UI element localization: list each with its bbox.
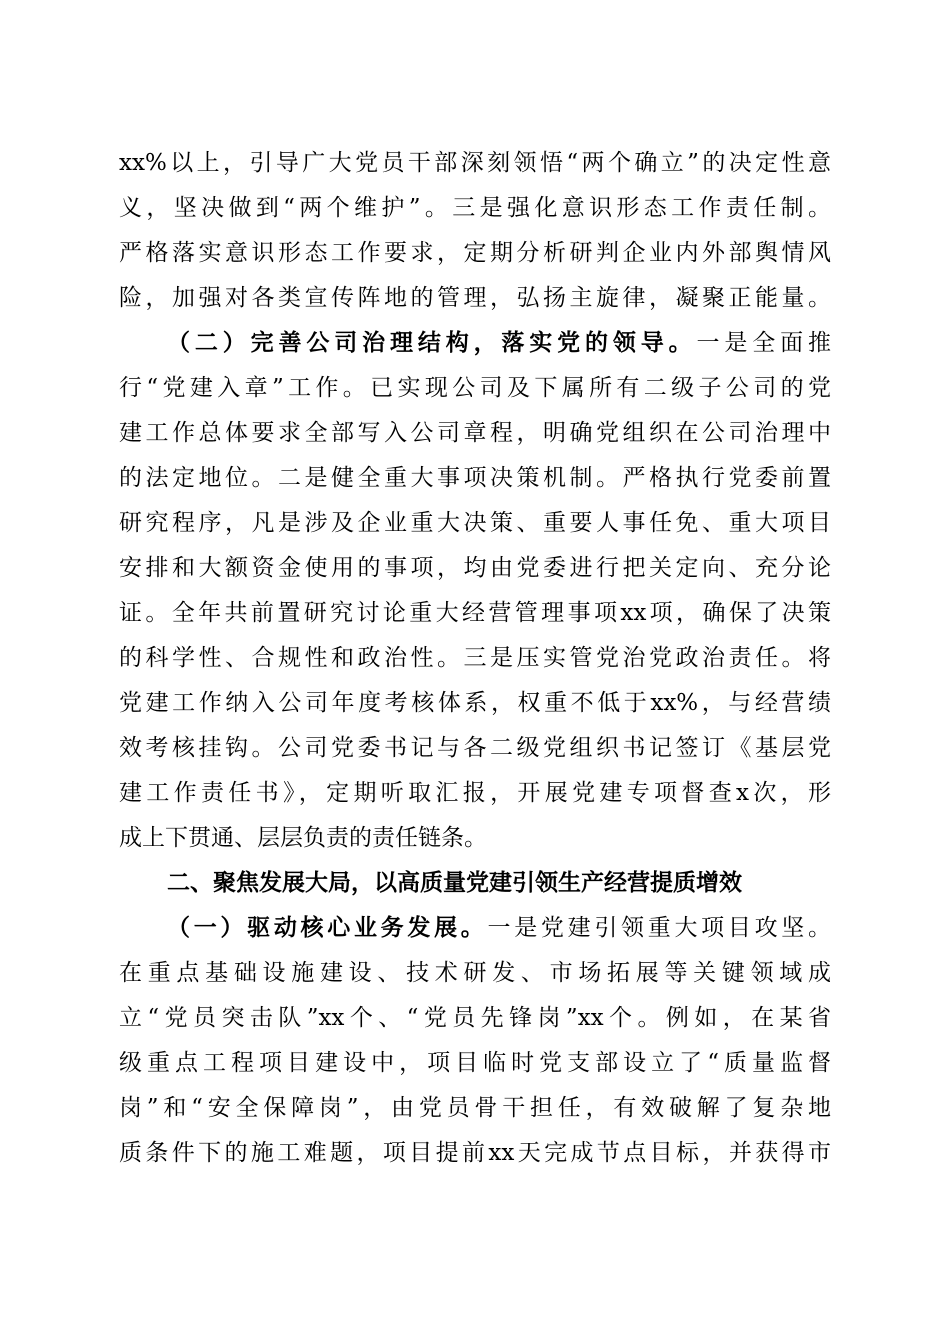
body-text-line: 险，加强对各类宣传阵地的管理，弘扬主旋律，凝聚正能量。 (119, 285, 831, 311)
body-text-line: 的科学性、合规性和政治性。三是压实管党治党政治责任。将 (119, 645, 831, 671)
body-text-line: 建工作责任书》，定期听取汇报，开展党建专项督查x次，形 (119, 780, 831, 806)
subheading-governance: （二）完善公司治理结构，落实党的领导。 (167, 330, 697, 356)
body-text-line: 立“党员突击队”xx个、“党员先锋岗”xx个。例如，在某省 (119, 1005, 831, 1031)
body-text-line: 成上下贯通、层层负责的责任链条。 (119, 825, 487, 851)
body-text-line: 党建工作纳入公司年度考核体系，权重不低于xx%，与经营绩 (119, 690, 831, 716)
body-text-fragment: 一是党建引领重大项目攻坚。 (487, 915, 832, 941)
body-text-line: 行“党建入章”工作。已实现公司及下属所有二级子公司的党 (119, 375, 831, 401)
body-text-line: 建工作总体要求全部写入公司章程，明确党组织在公司治理中 (119, 420, 831, 446)
body-text-line: 效考核挂钩。公司党委书记与各二级党组织书记签订《基层党 (119, 735, 831, 761)
body-text-fragment: 一是全面推 (696, 330, 832, 356)
body-text-line: 研究程序，凡是涉及企业重大决策、重要人事任免、重大项目 (119, 510, 831, 536)
body-text-line: 在重点基础设施建设、技术研发、市场拓展等关键领域成 (119, 960, 831, 986)
body-text-line: 义，坚决做到“两个维护”。三是强化意识形态工作责任制。 (119, 195, 831, 221)
section-paragraph-start (167, 323, 831, 363)
subheading-core-business: （一）驱动核心业务发展。 (167, 915, 488, 941)
section-heading: 二、聚焦发展大局，以高质量党建引领生产经营提质增效 (167, 870, 742, 896)
body-text-line: 证。全年共前置研究讨论重大经营管理事项xx项，确保了决策 (119, 600, 831, 626)
body-text-line: 级重点工程项目建设中，项目临时党支部设立了“质量监督 (119, 1050, 831, 1076)
body-text-line: 质条件下的施工难题，项目提前xx天完成节点目标，并获得市 (119, 1140, 831, 1166)
body-text-line: 的法定地位。二是健全重大事项决策机制。严格执行党委前置 (119, 465, 831, 491)
section-paragraph-start (167, 908, 831, 948)
body-text-line: 岗”和“安全保障岗”，由党员骨干担任，有效破解了复杂地 (119, 1095, 831, 1121)
body-text-line: 严格落实意识形态工作要求，定期分析研判企业内外部舆情风 (119, 240, 831, 266)
body-text-line: xx%以上，引导广大党员干部深刻领悟“两个确立”的决定性意 (119, 150, 831, 176)
body-text-line: 安排和大额资金使用的事项，均由党委进行把关定向、充分论 (119, 555, 831, 581)
